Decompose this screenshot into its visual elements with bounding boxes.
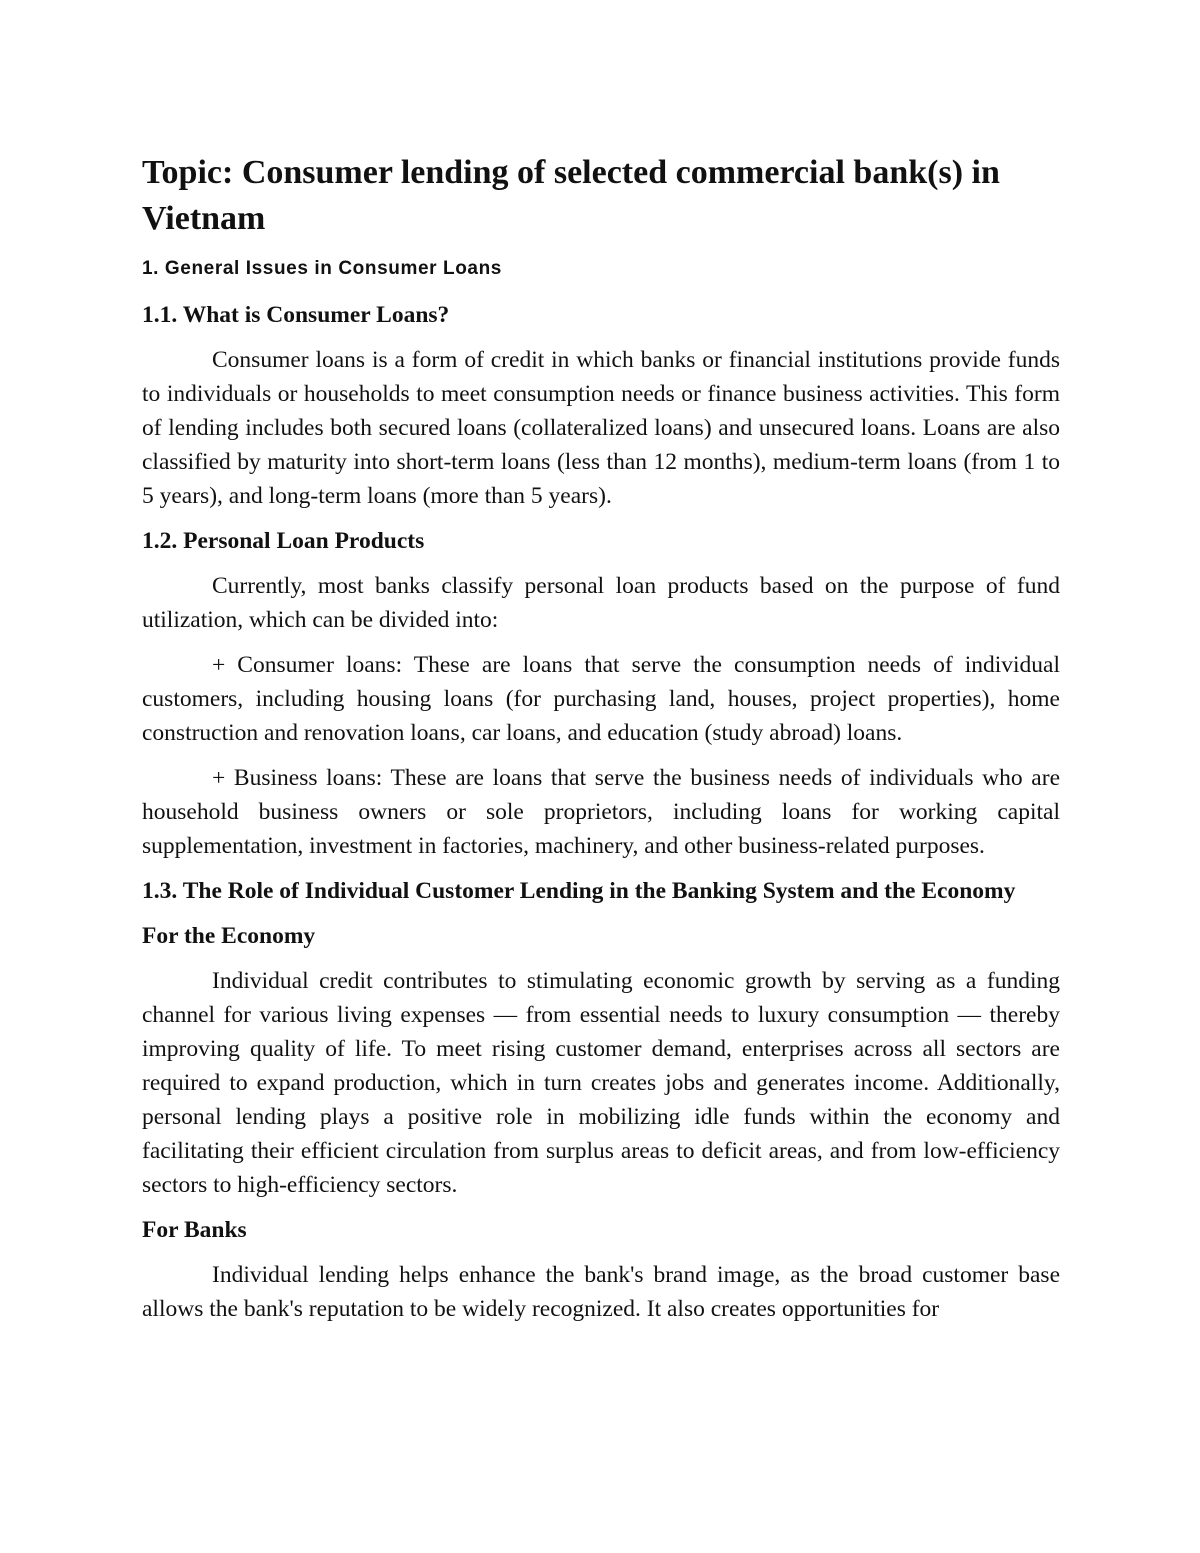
- business-loans-item: + Business loans: These are loans that serve the business needs of individuals who are household business owners or sole proprietors, including loans for working capital supplementation, investment in factories, machinery, and other business-related purposes.: [142, 765, 1060, 859]
- consumer-loans-item: + Consumer loans: These are loans that serve the consumption needs of individual customers, including housing loans (for purchasing land, houses, project properties), home construction and renovation loans, car loans, and education (study abroad) loans.: [142, 652, 1060, 746]
- banks-paragraph: Individual lending helps enhance the bank's brand image, as the broad customer base allows the bank's reputation to be widely recognized. It also creates opportunities for: [142, 1262, 1060, 1322]
- section-1-1-paragraph: Consumer loans is a form of credit in which banks or financial institutions provide funds to individuals or households to meet consumption needs or finance business activities. This form of lending includes both secured loans (collateralized loans) and unsecured loans. Loans are also classified by maturity into short-term loans (less than 12 months), medium-term loans (from 1 to 5 years), and long-term loans (more than 5 years).: [142, 347, 1060, 509]
- section-1-heading: 1. General Issues in Consumer Loans: [142, 258, 502, 279]
- economy-paragraph: Individual credit contributes to stimulating economic growth by serving as a funding channel for various living expenses — from essential needs to luxury consumption — thereby improving quality of life. To meet rising customer demand, enterprises across all sectors are required to expand production, which in turn creates jobs and generates income. Additionally, personal lending plays a positive role in mobilizing idle funds within the economy and facilitating their efficient circulation from surplus areas to deficit areas, and from low-efficiency sectors to high-efficiency sectors.: [142, 968, 1060, 1198]
- section-1-1-heading: 1.1. What is Consumer Loans?: [142, 302, 450, 328]
- section-1-2-paragraph: Currently, most banks classify personal loan products based on the purpose of fund utilization, which can be divided into:: [142, 573, 1060, 633]
- document-title: Topic: Consumer lending of selected commercial bank(s) in Vietnam: [142, 154, 1000, 237]
- banks-heading: For Banks: [142, 1217, 247, 1243]
- economy-heading: For the Economy: [142, 923, 316, 949]
- section-1-2-heading: 1.2. Personal Loan Products: [142, 528, 425, 554]
- document-page: [142, 150, 1060, 1337]
- section-1-3-heading: 1.3. The Role of Individual Customer Lending in the Banking System and the Economy: [142, 878, 1016, 904]
